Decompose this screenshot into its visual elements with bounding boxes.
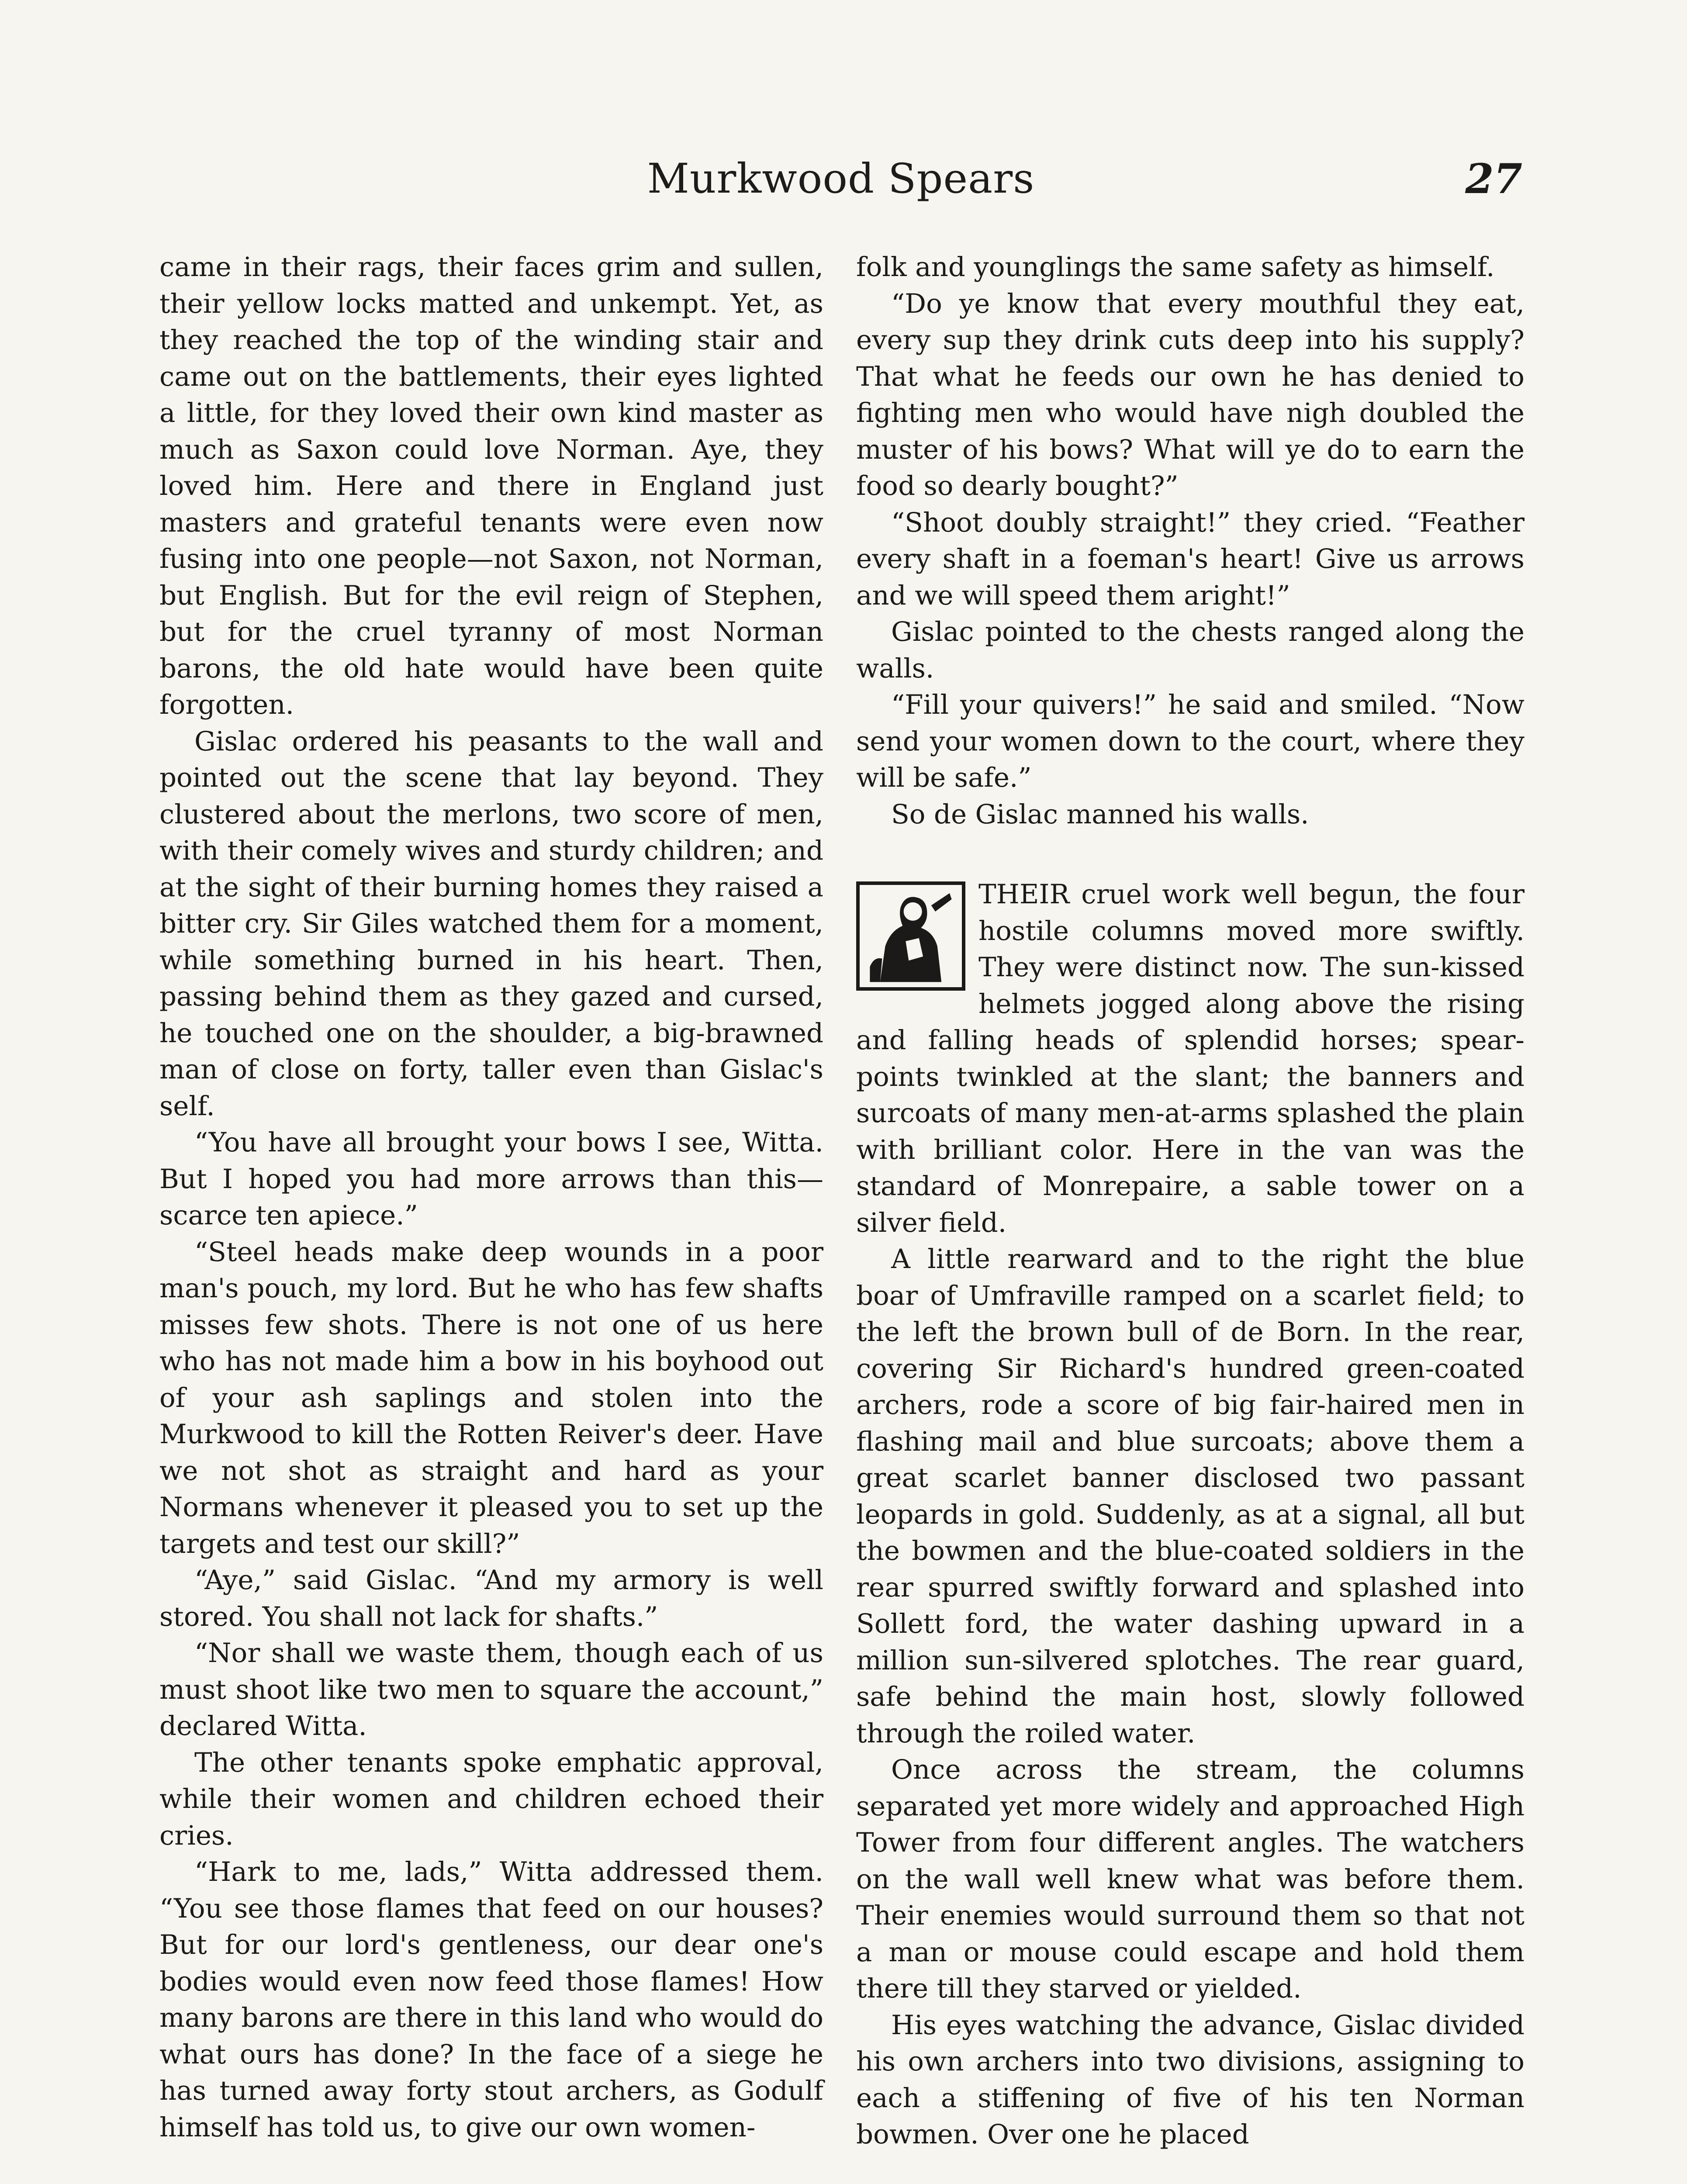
- paragraph: “Steel heads make deep wounds in a poor man's pouch, my lord. But he who has few shafts misses few shots. There is not one of us here who has not made him a bow in his boyhood out of your ash saplings and stolen into the Murkwood to kill the Rotten Reiver's deer. Have we not shot as straight and hard as your Normans whenever it pleased you to set up the targets and test our skill?”: [159, 1236, 823, 1559]
- paragraph: “Fill your quivers!” he said and smiled. “Now send your women down to the court, where they will be safe.”: [856, 689, 1525, 793]
- page-number: 27: [1465, 155, 1522, 203]
- paragraph: “Nor shall we waste them, though each of us must shoot like two men to square the account,” declared Witta.: [159, 1638, 823, 1742]
- paragraph: “You have all brought your bows I see, Witta. But I hoped you had more arrows than this—scarce ten apiece.”: [159, 1127, 823, 1231]
- paragraph: Gislac ordered his peasants to the wall and pointed out the scene that lay beyond. They clustered about the merlons, two score of men, with their comely wives and sturdy children; and at the sight of their burning homes they raised a bitter cry. Sir Giles watched them for a moment, while something burned in his heart. Then, passing behind them as they gazed and cursed, he touched one on the shoulder, a big-brawned man of close on forty, taller even than Gislac's self.: [159, 726, 823, 1122]
- paragraph: Once across the stream, the columns separated yet more widely and approached High Tower from four different angles. The watchers on the wall well knew what was before them. Their enemies would surround them so that not a man or mouse could escape and hold them there till they starved or yielded.: [856, 1754, 1525, 2004]
- section-break: [856, 833, 1525, 876]
- paragraph: His eyes watching the advance, Gislac divided his own archers into two divisions, assigning to each a stiffening of five of his ten Norman bowmen. Over one he placed: [856, 2009, 1525, 2150]
- paragraph: “Aye,” said Gislac. “And my armory is well stored. You shall not lack for shafts.”: [159, 1565, 823, 1632]
- paragraph: came in their rags, their faces grim and sullen, their yellow locks matted and unkempt. Yet, as they reached the top of the winding stair and came out on the battlements, their eyes lighted a little, for they loved their own kind master as much as Saxon could love Norman. Aye, they loved him. Here and there in England just masters and grateful tenants were even now fusing into one people—not Saxon, not Norman, but English. But for the evil reign of Stephen, but for the cruel tyranny of most Norman barons, the old hate would have been quite forgotten.: [159, 252, 823, 720]
- paragraph: “Hark to me, lads,” Witta addressed them. “You see those flames that feed on our houses? But for our lord's gentleness, our dear one's bodies would even now feed those flames! How many barons are there in this land who would do what ours has done? In the face of a siege he has turned away forty stout archers, as Godulf himself has told us, to give our own women-: [159, 1856, 823, 2143]
- paragraph: folk and younglings the same safety as himself.: [856, 252, 1495, 283]
- left-column: [159, 249, 823, 2146]
- paragraph: “Shoot doubly straight!” they cried. “Feather every shaft in a foeman's heart! Give us arrows and we will speed them aright!”: [856, 507, 1525, 611]
- page-header: [159, 155, 1522, 207]
- paragraph: A little rearward and to the right the blue boar of Umfraville ramped on a scarlet field; to the left the brown bull of de Born. In the rear, covering Sir Richard's hundred green-coated archers, rode a score of big fair-haired men in flashing mail and blue surcoats; above them a great scarlet banner disclosed two passant leopards in gold. Suddenly, as at a signal, all but the bowmen and the blue-coated soldiers in the rear spurred swiftly forward and splashed into Sollett ford, the water dashing upward in a million sun-silvered splotches. The rear guard, safe behind the main host, slowly followed through the roiled water.: [856, 1244, 1525, 1749]
- paragraph: So de Gislac manned his walls.: [891, 798, 1309, 830]
- paragraph: “Do ye know that every mouthful they eat, every sup they drink cuts deep into his supply? That what he feeds our own he has denied to fighting men who would have nigh doubled the muster of his bows? What will ye do to earn the food so dearly bought?”: [856, 288, 1525, 501]
- paragraph: THEIR cruel work well begun, the four hostile columns moved more swiftly. They were distinct now. The sun-kissed helmets jogged along above the rising and falling heads of splendid horses; spear-points twinkled at the slant; the banners and surcoats of many men-at-arms splashed the plain with brilliant color. Here in the van was the standard of Monrepaire, a sable tower on a silver field.: [856, 879, 1525, 1238]
- right-column: [856, 249, 1525, 2153]
- illustrated-initial-icon: [856, 881, 965, 991]
- paragraph: The other tenants spoke emphatic approval, while their women and children echoed their cries.: [159, 1747, 823, 1851]
- running-title: Murkwood Spears: [647, 155, 1035, 203]
- paragraph: Gislac pointed to the chests ranged along the walls.: [856, 616, 1525, 684]
